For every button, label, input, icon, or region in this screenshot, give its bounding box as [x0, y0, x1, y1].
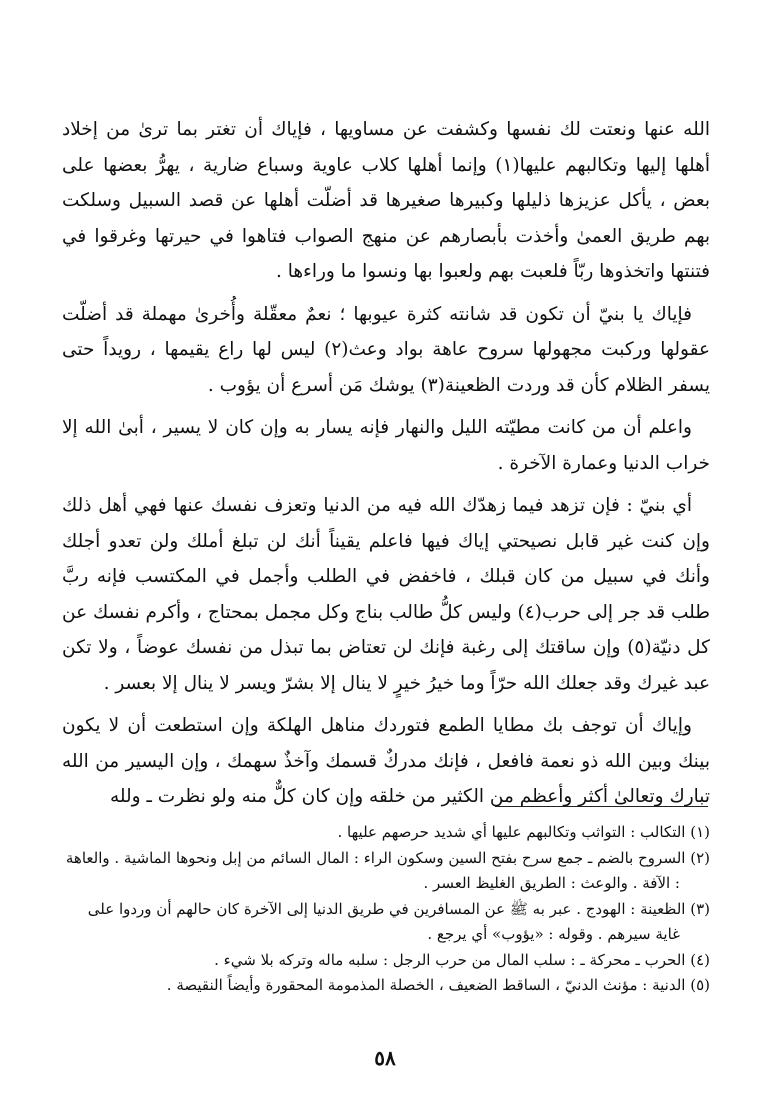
footnote-5: (٥) الدنية : مؤنث الدنيّ ، الساقط الضعيف ، الخصلة المذمومة المحقورة وأيضاً النقيصة .: [166, 976, 710, 994]
footnote-2: (٢) السروح بالضم ـ جمع سرح بفتح السين وسكون الراء : المال السائم من إبل ونحوها الماشية . والعاهة : الآفة . والوعث : الطريق الغليظ العسر .: [65, 848, 710, 892]
page-number: ٥٨: [374, 1046, 396, 1070]
footnote-separator: [495, 806, 708, 807]
paragraph-1: الله عنها ونعتت لك نفسها وكشفت عن مساويها ، فإياك أن تغتر بما ترىٰ من إخلاد أهلها إليها وتكالبهم عليها(١) وإنما أهلها كلاب عاوية وسباع ضارية ، يهرُّ بعضها على بعض ، يأكل عزيزها ذليلها وكبيرها صغيرها قد أضلّت أهلها عن قصد السبيل وسلكت بهم طريق العمىٰ وأخذت بأبصارهم عن منهج الصواب فتاهوا في حيرتها وغرقوا في فتنتها واتخذوها ربّاً فلعبت بهم ولعبوا بها ونسوا ما وراءها .: [62, 119, 710, 282]
footnote-1: (١) التكالب : التواثب وتكالبهم عليها أي شديد حرصهم عليها .: [337, 823, 710, 841]
paragraph-5: وإياك أن توجف بك مطايا الطمع فتوردك مناهل الهلكة وإن استطعت أن لا يكون بينك وبين الله ذو نعمة فافعل ، فإنك مدركٌ قسمك وآخذٌ سهمك ، وإن اليسير من الله تبارك وتعالىٰ أكثر وأعظم من الكثير من خلقه وإن كان كلٌّ منه ولو نظرت ـ ولله: [62, 715, 710, 807]
footnote-3: (٣) الظعينة : الهودج . عبر به ﷺ عن المسافرين في طريق الدنيا إلى الآخرة كان حالهم أن وردوا على غاية سيرهم . وقوله : «يؤوب» أي يرجع .: [87, 899, 710, 943]
paragraph-4: أي بنيّ : فإن تزهد فيما زهدّك الله فيه من الدنيا وتعزف نفسك عنها فهي أهل ذلك وإن كنت غير قابل نصيحتي إياك فيها فاعلم يقيناً أنك لن تبلغ أملك ولن تعدو أجلك وأنك في سبيل من كان قبلك ، فاخفض في الطلب وأجمل في المكتسب فإنه ربَّ طلب قد جر إلى حرب(٤) وليس كلُّ طالب بناج وكل مجمل بمحتاج ، وأكرم نفسك عن كل دنيّة(٥) وإن ساقتك إلى رغبة فإنك لن تعتاض بما تبذل من نفسك عوضاً ، ولا تكن عبد غيرك وقد جعلك الله حرّاً وما خيرُ خيرٍ لا ينال إلا بشرّ ويسر لا ينال إلا بعسر .: [62, 495, 710, 694]
main-text-body: [62, 112, 710, 815]
footnotes-section: [62, 820, 710, 999]
paragraph-3: واعلم أن من كانت مطيّته الليل والنهار فإنه يسار به وإن كان لا يسير ، أبىٰ الله إلا خراب الدنيا وعمارة الآخرة .: [62, 417, 710, 474]
paragraph-2: فإياك يا بنيّ أن تكون قد شانته كثرة عيوبها ؛ نعمٌ معقّلة وأُخرىٰ مهملة قد أضلّت عقولها وركبت مجهولها سروح عاهة بواد وعث(٢) ليس لها راع يقيمها ، رويداً حتى يسفر الظلام كأن قد وردت الظعينة(٣) يوشك مَن أسرع أن يؤوب .: [62, 303, 711, 396]
footnote-4: (٤) الحرب ـ محركة ـ : سلب المال من حرب الرجل : سلبه ماله وتركه بلا شيء .: [214, 950, 710, 969]
